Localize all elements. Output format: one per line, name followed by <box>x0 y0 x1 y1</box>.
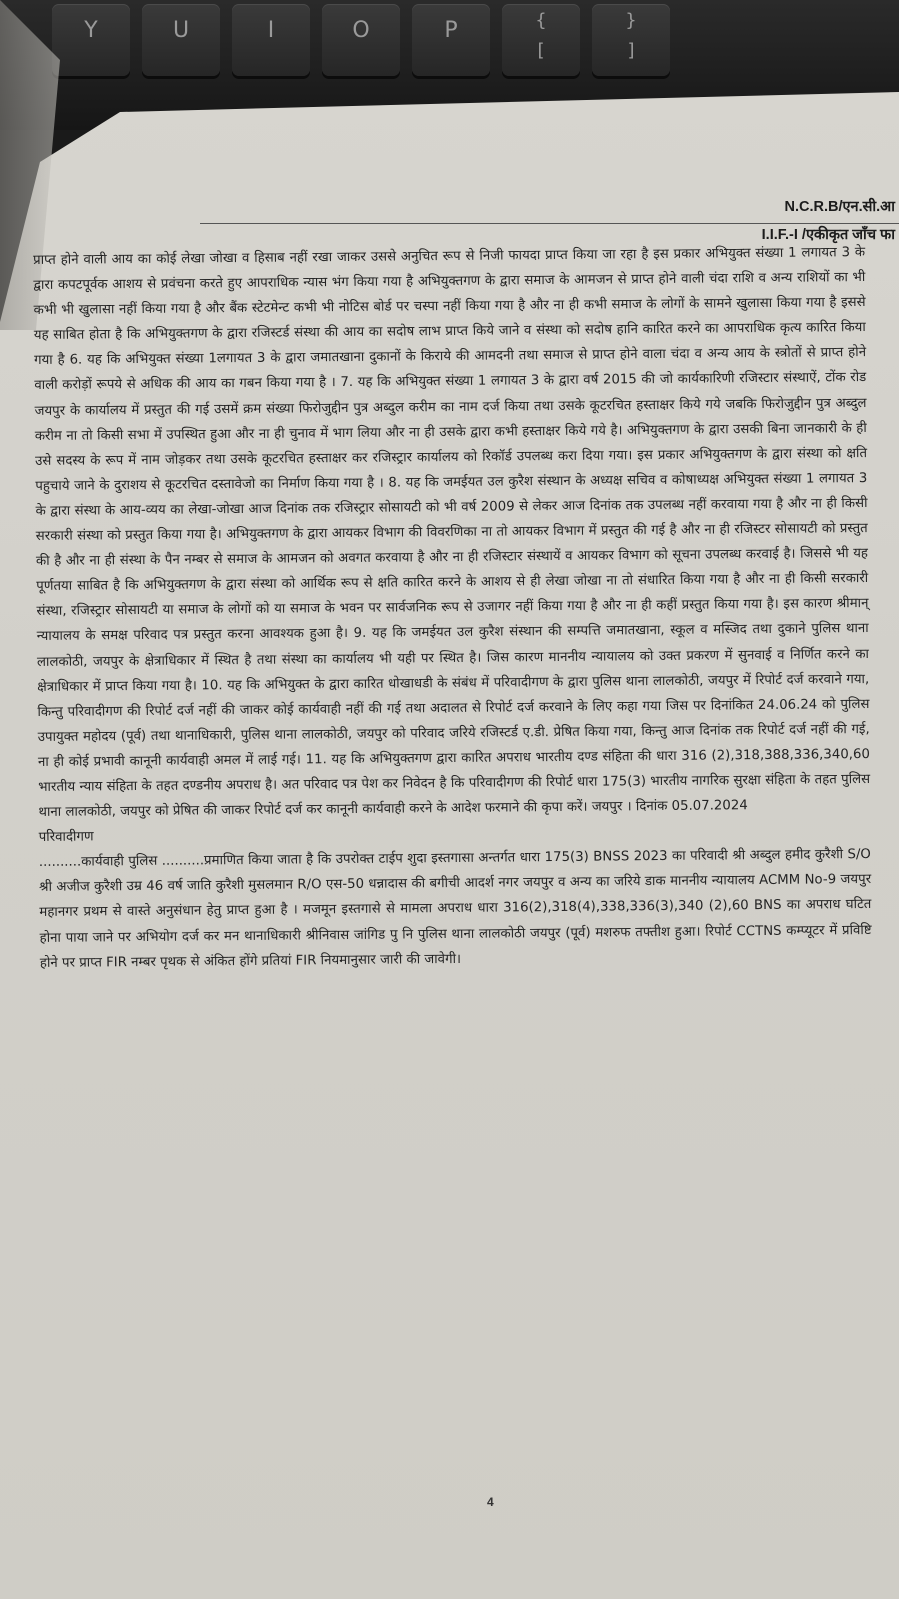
key-upper-label: } <box>625 10 637 31</box>
key-lower-label: [ <box>537 40 545 61</box>
header-iif: I.I.F.-I /एकीकृत जाँच फा <box>761 227 895 243</box>
key-y <box>52 4 130 76</box>
key-p <box>412 4 490 76</box>
key-u <box>142 4 220 76</box>
key-lower-label: ] <box>627 40 635 61</box>
header-ncrb: N.C.R.B/एन.सी.आ <box>784 199 895 215</box>
document-body <box>33 240 872 976</box>
key-label: U <box>172 18 190 43</box>
police-action-paragraph: ..........कार्यवाही पुलिस ..........प्रमाणित किया जाता है कि उपरोक्त टाईप शुदा इस्तगासा अन्तर्गत धारा 175(3) BNSS 2023 का परिवादी श्री अब्दुल हमीद कुरैशी S/O श्री अजीज कुरैशी उम्र 46 वर्ष जाति कुरैशी मुसलमान R/O एस-50 धन्नादास की बगीची आदर्श नगर जयपुर व अन्य का जरिये डाक माननीय न्यायालय ACMM No-9 जयपुर महानगर प्रथम से वास्ते अनुसंधान हेतु प्राप्त हुआ है । मजमून इस्तगासे से मामला अपराध धारा 316(2),318(4),338,336(3),340 (2),60 BNS का अपराध घटित होना पाया जाने पर अभियोग दर्ज कर मन थानाधिकारी श्रीनिवास जांगिड पु नि पुलिस थाना लालकोठी जयपुर (पूर्व) मशरुफ तफ्तीश हुआ। रिपोर्ट CCTNS कम्प्यूटर में प्रविष्टि होने पर प्राप्त FIR नम्बर पृथक से अंकित होंगे प्रतियां FIR नियमानुसार जारी की जावेगी। <box>38 847 872 971</box>
key-o <box>322 4 400 76</box>
key-label: I <box>267 18 275 43</box>
key-i <box>232 4 310 76</box>
key-close-bracket <box>592 4 670 76</box>
key-upper-label: { <box>535 10 547 31</box>
key-label: P <box>444 18 458 43</box>
complainant-signature-line: परिवादीगण <box>38 829 94 846</box>
header-divider <box>200 223 899 224</box>
key-label: O <box>352 18 370 43</box>
key-label: Y <box>84 18 98 43</box>
complaint-paragraph: प्राप्त होने वाली आय का कोई लेखा जोखा व हिसाब नहीं रखा जाकर उससे अनुचित रूप से निजी फायदा प्राप्त किया जा रहा है इस प्रकार अभियुक्त संख्या 1 लगायत 3 के द्वारा कपटपूर्वक आशय से प्रवंचना करते हुए आपराधिक न्यास भंग किया गया है अभियुक्तगण के द्वारा समाज के आमजन से प्राप्त होने वाली चंदा राशि व अन्य राशियों का भी कभी भी खुलासा नहीं किया गया है और बैंक स्टेटमेन्ट कभी भी नोटिस बोर्ड पर चस्पा नहीं किया गया है और ना ही कभी समाज के लोगों के सामने खुलासा किया गया है इससे यह साबित होता है कि अभियुक्तगण के द्वारा रजिस्टर्ड संस्था की आय का सदोष लाभ प्राप्त किये जाने व संस्था को सदोष हानि कारित करने का आपराधिक कृत्य कारित किया गया है 6. यह कि अभियुक्त संख्या 1लगायत 3 के द्वारा जमातखाना दुकानों के किराये की आमदनी तथा समाज से प्राप्त होने वाला चंदा व अन्य आय के स्त्रोतों से प्राप्त होने वाली करोड़ों रूपये से अधिक की आय का गबन किया गया है । 7. यह कि अभियुक्त संख्या 1 लगायत 3 के द्वारा वर्ष 2015 की जो कार्यकारिणी रजिस्टार संस्थाऐं, टोंक रोड जयपुर के कार्यालय में प्रस्तुत की गई उसमें क्रम संख्या फिरोजुद्दीन पुत्र अब्दुल करीम का नाम दर्ज किया तथा उसके कूटरचित हस्ताक्षर किये गये जबकि फिरोजुद्दीन पुत्र अब्दुल करीम ना तो किसी सभा में उपस्थित हुआ और ना ही चुनाव में भाग लिया और ना ही उसके द्वारा कभी हस्ताक्षर किये गये है। अभियुक्तगण के द्वारा उसकी बिना जानकारी के ही उसे सदस्य के रूप में नाम जोड़कर तथा उसके कूटरचित हस्ताक्षर कर रजिस्ट्रार कार्यालय को रिकॉर्ड उपलब्ध करा दिया गया। इस प्रकार अभियुक्तगण के द्वारा संस्था को क्षति पहुचाये जाने के दुराशय से कूटरचित दस्तावेजो का निर्माण किया गया है । 8. यह कि जमईयत उल कुरैश संस्थान के अध्यक्ष सचिव व कोषाध्यक्ष अभियुक्त संख्या 1 लगायत 3 के द्वारा संस्था के आय-व्यय का लेखा-जोखा आज दिनांक तक रजिस्ट्रार सोसायटी को भी वर्ष 2009 से लेकर आज दिनांक तक उपलब्ध नहीं करवाया गया है और ना ही किसी सरकारी संस्था को प्रस्तुत किया गया है। अभियुक्तगण के द्वारा आयकर विभाग की विवरणिका ना तो आयकर विभाग में प्रस्तुत की गई है और ना ही रजिस्टर सोसायटी को प्रस्तुत की है और ना ही संस्था के पैन नम्बर से समाज के आमजन को अवगत करवाया है और ना ही रजिस्टार संस्थायें व आयकर विभाग को सूचना उपलब्ध करवाई है। जिससे भी यह पूर्णतया साबित है कि अभियुक्तगण के द्वारा संस्था को आर्थिक रूप से क्षति कारित करने के आशय से ही लेखा जोखा ना तो संधारित किया गया है और ना ही किसी सरकारी संस्था, रजिस्ट्रार सोसायटी या समाज के लोगों को या समाज के भवन पर सार्वजनिक रूप से उजागर नहीं किया गया है और ना ही कहीं प्रस्तुत किया गया है। इस कारण श्रीमान् न्यायालय के समक्ष परिवाद पत्र प्रस्तुत करना आवश्यक हुआ है। 9. यह कि जमईयत उल कुरैश संस्थान की सम्पत्ति जमातखाना, स्कूल व मस्जिद तथा दुकाने पुलिस थाना लालकोठी, जयपुर के क्षेत्राधिकार में स्थित है तथा संस्था का कार्यालय भी यही पर स्थित है। जिस कारण माननीय न्यायालय को उक्त प्रकरण में सुनवाई व निर्णित करने का क्षेत्राधिकार में प्राप्त किया गया है। 10. यह कि अभियुक्त के द्वारा कारित धोखाधडी के संबंध में परिवादीगण के द्वारा पुलिस थाना लालकोठी, जयपुर में रिपोर्ट दर्ज करवाने गया, किन्तु परिवादीगण की रिपोर्ट दर्ज नहीं की जाकर कोई कार्यवाही नहीं की गई तथा अदालत से रिपोर्ट दर्ज करवाने के लिए कहा गया जिस पर दिनांकित 24.06.24 को पुलिस उपायुक्त महोदय (पूर्व) तथा थानाधिकारी, पुलिस थाना लालकोठी, जयपुर को परिवाद जरिये रजिस्टर्ड ए.डी. प्रेषित किया गया, किन्तु आज दिनांक तक रिपोर्ट दर्ज नहीं की गई, ना ही कोई प्रभावी कानूनी कार्यवाही अमल में लाई गई। 11. यह कि अभियुक्तगण द्वारा कारित अपराध भारतीय दण्ड संहिता की धारा 316 (2),318,388,336,340,60 भारतीय न्याय संहिता के तहत दण्डनीय अपराध है। अत परिवाद पत्र पेश कर निवेदन है कि परिवादीगण की रिपोर्ट धारा 175(3) भारतीय नागरिक सुरक्षा संहिता के तहत पुलिस थाना लालकोठी, जयपुर को प्रेषित की जाकर रिपोर्ट दर्ज कर कानूनी कार्यवाही करने के आदेश फरमाने की कृपा करें। जयपुर । दिनांक 05.07.2024 <box>33 245 871 821</box>
key-open-bracket <box>502 4 580 76</box>
page-number: 4 <box>487 1495 494 1509</box>
